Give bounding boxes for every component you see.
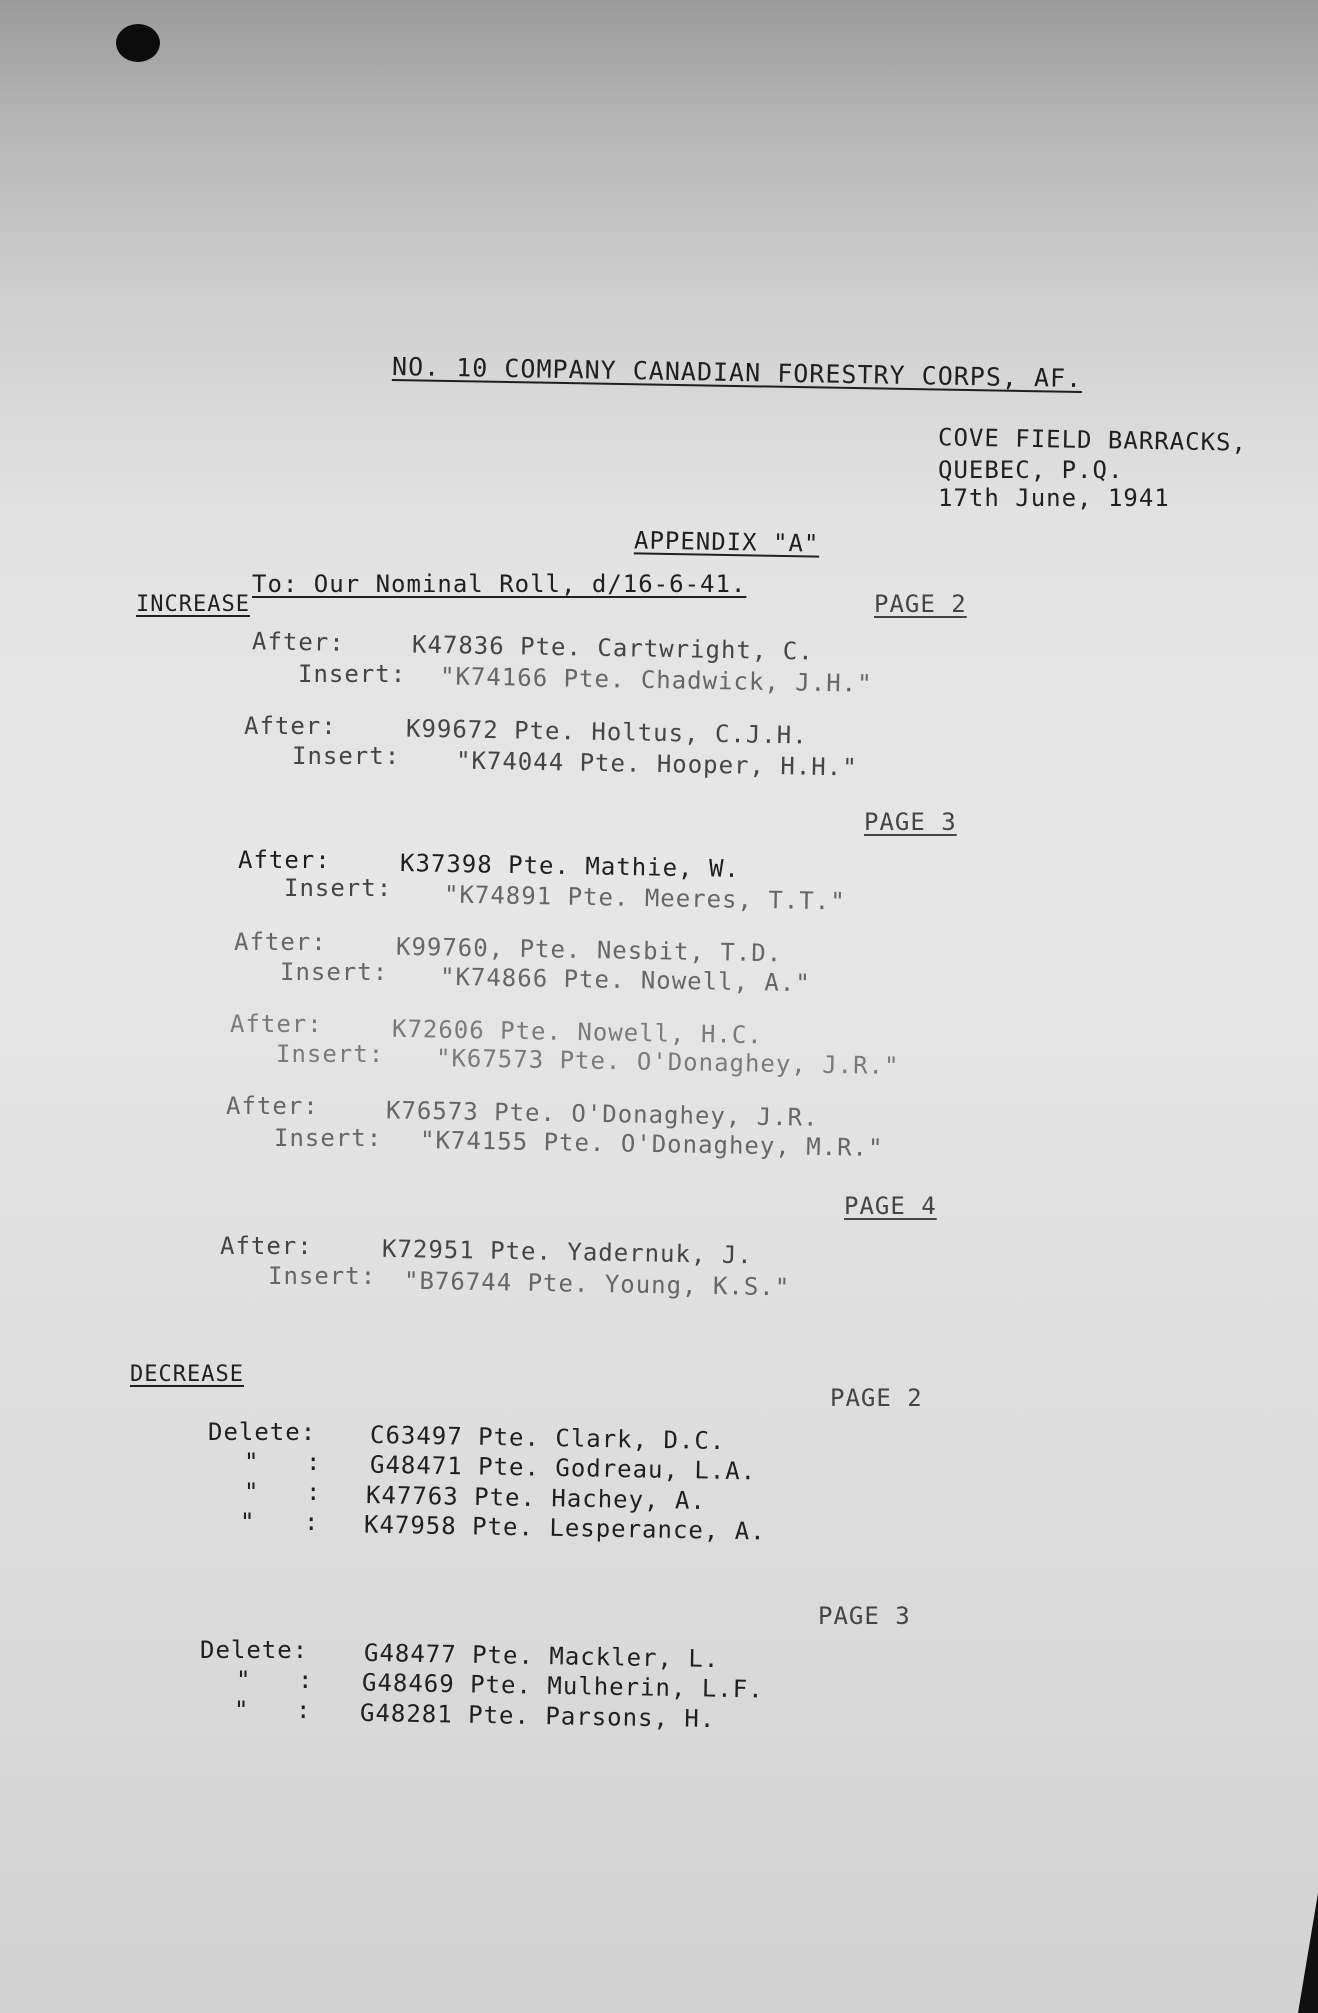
ditto-mark: " [244,1448,260,1476]
insert-label: Insert: [274,1124,383,1152]
appendix-title: APPENDIX "A" [633,526,820,558]
ditto-colon: : [306,1478,322,1506]
insert-entry: "K74866 Pte. Nowell, A." [439,962,811,998]
delete-label: Delete: [200,1636,309,1664]
increase-page-4-label: PAGE 4 [844,1192,937,1220]
punch-hole [116,24,160,62]
after-entry: K72951 Pte. Yadernuk, J. [381,1234,753,1270]
after-entry: K72606 Pte. Nowell, H.C. [391,1014,763,1050]
ditto-colon: : [296,1696,312,1724]
ditto-colon: : [306,1448,322,1476]
ditto-mark: " [244,1478,260,1506]
increase-page-2-label: PAGE 2 [874,590,967,618]
delete-entry: G48469 Pte. Mulherin, L.F. [361,1668,764,1704]
insert-entry: "B76744 Pte. Young, K.S." [403,1266,791,1302]
after-label: After: [234,928,327,956]
document-date: 17th June, 1941 [938,484,1170,512]
insert-entry: "K74166 Pte. Chadwick, J.H." [439,662,873,698]
insert-label: Insert: [292,742,401,770]
after-entry: K76573 Pte. O'Donaghey, J.R. [385,1096,819,1132]
unit-heading: NO. 10 COMPANY CANADIAN FORESTRY CORPS, AF. [391,351,1083,394]
insert-entry: "K67573 Pte. O'Donaghey, J.R." [435,1043,900,1081]
insert-label: Insert: [298,660,407,688]
ditto-colon: : [304,1508,320,1536]
increase-page-3-label: PAGE 3 [864,808,957,836]
after-entry: K47836 Pte. Cartwright, C. [411,630,814,666]
decrease-heading: DECREASE [130,1362,244,1387]
insert-label: Insert: [280,958,389,986]
after-entry: K37398 Pte. Mathie, W. [399,849,741,883]
insert-entry: "K74044 Pte. Hooper, H.H." [455,746,858,782]
delete-entry: G48477 Pte. Mackler, L. [363,1638,720,1674]
insert-entry: "K74891 Pte. Meeres, T.T." [443,880,846,916]
decrease-page-2-label: PAGE 2 [830,1384,923,1412]
nominal-roll-reference: To: Our Nominal Roll, d/16-6-41. [252,570,747,598]
after-entry: K99760, Pte. Nesbit, T.D. [395,932,783,968]
address-line-2: QUEBEC, P.Q. [938,456,1124,484]
increase-heading: INCREASE [136,592,250,617]
page-corner-shadow [1298,1893,1318,2013]
delete-entry: G48281 Pte. Parsons, H. [359,1698,716,1734]
insert-label: Insert: [268,1262,377,1290]
delete-entry: C63497 Pte. Clark, D.C. [369,1420,726,1456]
insert-label: Insert: [276,1040,385,1068]
delete-entry: K47958 Pte. Lesperance, A. [363,1510,766,1546]
delete-entry: K47763 Pte. Hachey, A. [365,1481,707,1515]
ditto-colon: : [298,1666,314,1694]
ditto-mark: " [240,1508,256,1536]
insert-entry: "K74155 Pte. O'Donaghey, M.R." [419,1125,884,1163]
after-label: After: [251,627,345,657]
ditto-mark: " [234,1696,250,1724]
delete-label: Delete: [208,1418,317,1446]
after-label: After: [230,1010,323,1038]
after-label: After: [226,1092,319,1120]
after-label: After: [244,712,337,740]
address-line-1: COVE FIELD BARRACKS, [937,423,1248,457]
decrease-page-3-label: PAGE 3 [818,1602,911,1630]
after-label: After: [238,846,331,874]
ditto-mark: " [236,1666,252,1694]
insert-label: Insert: [284,874,393,902]
after-entry: K99672 Pte. Holtus, C.J.H. [405,714,808,750]
delete-entry: G48471 Pte. Godreau, L.A. [369,1450,757,1486]
after-label: After: [220,1232,313,1260]
